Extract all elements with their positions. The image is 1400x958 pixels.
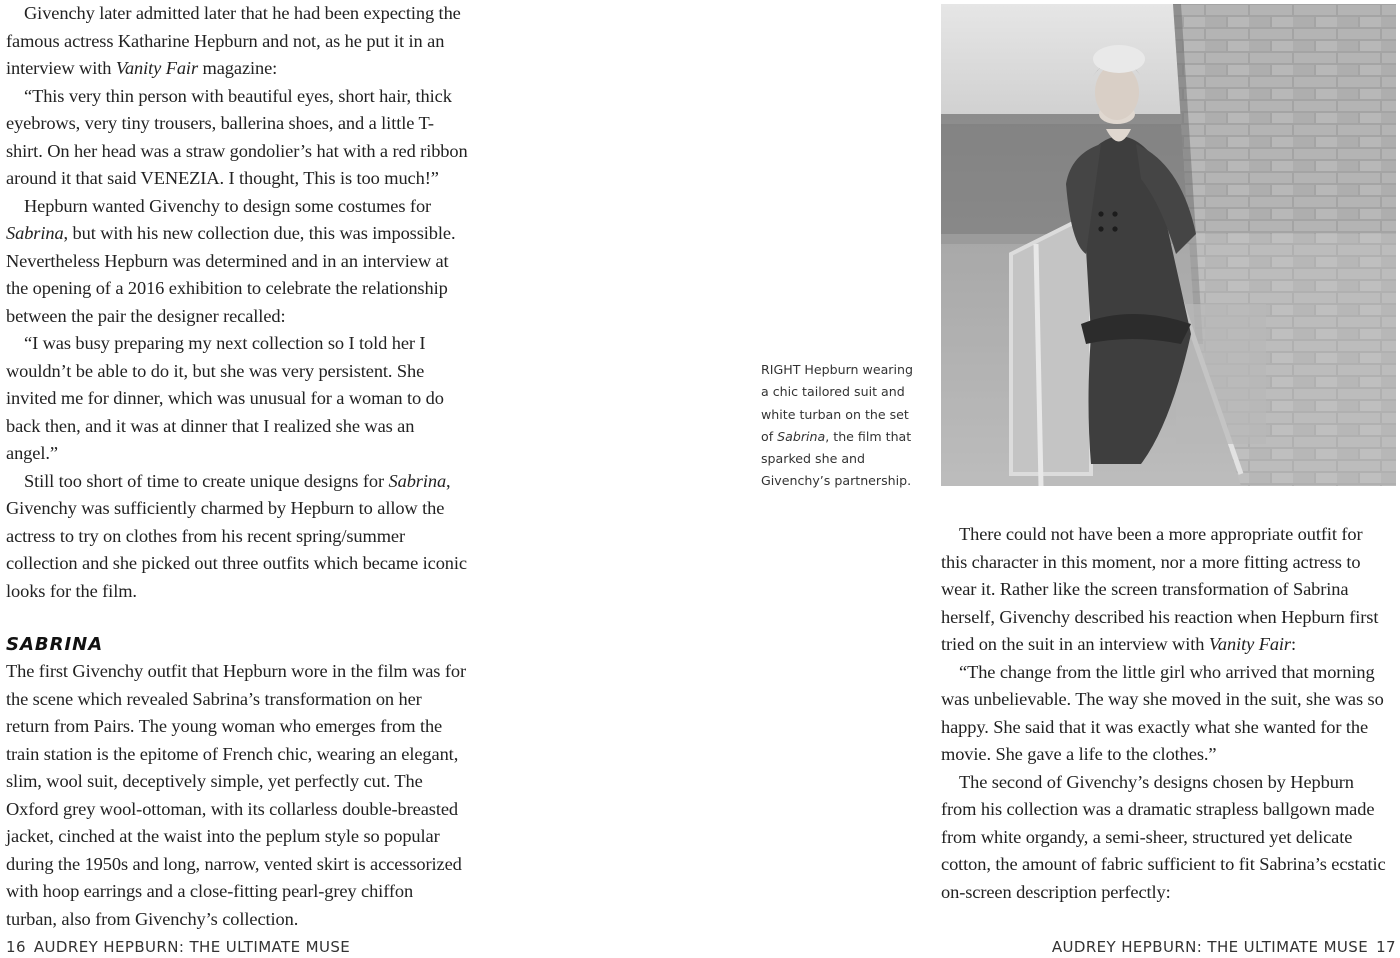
right-page-footer (1052, 936, 1396, 958)
paragraph (6, 468, 468, 606)
magazine-title: Vanity Fair (115, 58, 199, 78)
photograph (941, 4, 1396, 486)
running-title: AUDREY HEPBURN: THE ULTIMATE MUSE (33, 938, 351, 956)
paragraph (6, 0, 468, 83)
section-heading: SABRINA (6, 634, 104, 655)
paragraph-text: , Givenchy was sufficiently charmed by Hepburn to allow the actress to try on clothes from his recent spring/summer collection and she picked out three outfits which became iconic looks for the film. (6, 470, 467, 601)
photograph-icon (941, 4, 1396, 486)
paragraph-text: Still too short of time to create unique designs for (24, 470, 389, 491)
quote-paragraph: “This very thin person with beautiful eyes, short hair, thick eyebrows, very tiny trousers, ballerina shoes, and a little T-shirt. On her head was a straw gondolier’s hat with a red ribbon around it that said VENEZIA. I thought, This is too much!” (6, 85, 468, 188)
film-title: Sabrina (6, 223, 64, 243)
paragraph-text: : (1291, 634, 1297, 654)
quote-paragraph: “The change from the little girl who arrived that morning was unbelievable. The way she moved in the suit, she was so happy. She said that it was exactly what she wanted for the movie. She gave a life to the clothes.” (941, 661, 1384, 764)
page-number: 16 (6, 938, 26, 956)
page-number: 17 (1376, 938, 1396, 956)
caption-text: RIGHT Hepburn wearing a chic tailored suit and white turban on the set of (761, 362, 913, 444)
paragraph-text: , but with his new collection due, this was impossible. Nevertheless Hepburn was determined and in an interview at the opening of a 2016 exhibition to celebrate the relationship between the pair the designer recalled: (6, 223, 456, 326)
paragraph: The second of Givenchy’s designs chosen by Hepburn from his collection was a dramatic strapless ballgown made from white organdy, a semi-sheer, structured yet delicate cotton, the amount of fabric sufficient to fit Sabrina’s ecstatic on-screen description perfectly: (941, 771, 1386, 902)
film-title: Sabrina (388, 470, 447, 491)
paragraph-text: Givenchy later admitted later that he had been expecting the famous actress Katharine Hepburn and not, as he put it in an interview with (6, 3, 461, 78)
paragraph-text: Hepburn wanted Givenchy to design some costumes for (24, 195, 432, 216)
photo-caption (761, 359, 921, 493)
running-title: AUDREY HEPBURN: THE ULTIMATE MUSE (1051, 938, 1369, 956)
quote-paragraph: “I was busy preparing my next collection so I told her I wouldn’t be able to do it, but she was very persistent. She invited me for dinner, which was unusual for a woman to do back then, and it was at dinner that I realized she was an angel.” (6, 333, 444, 463)
paragraph: The first Givenchy outfit that Hepburn wore in the film was for the scene which revealed Sabrina’s transformation on her return from Pairs. The young woman who emerges from the train station is the epitome of French chic, wearing an elegant, slim, wool suit, deceptively simple, yet perfectly cut. The Oxford grey wool-ottoman, with its collarless double-breasted jacket, cinched at the waist into the peplum style so popular during the 1950s and long, narrow, vented skirt is accessorized with hoop earrings and a close-fitting pearl-grey chiffon turban, also from Givenchy’s collection. (6, 661, 466, 929)
film-title: Sabrina (777, 428, 826, 444)
left-page-body-text (6, 0, 468, 933)
paragraph (941, 521, 1393, 659)
magazine-title: Vanity Fair (1208, 634, 1291, 654)
right-page-body-text (941, 521, 1393, 906)
paragraph (6, 193, 468, 331)
paragraph-text: magazine: (198, 58, 278, 78)
caption-text: , the film that sparked she and Givenchy’s partnership. (761, 428, 912, 489)
left-page-footer (6, 936, 350, 958)
paragraph-text: There could not have been a more appropriate outfit for this character in this moment, nor a more fitting actress to wear it. Rather like the screen transformation of Sabrina herself, Givenchy described his reaction when Hepburn first tried on the suit in an interview with (941, 524, 1379, 654)
